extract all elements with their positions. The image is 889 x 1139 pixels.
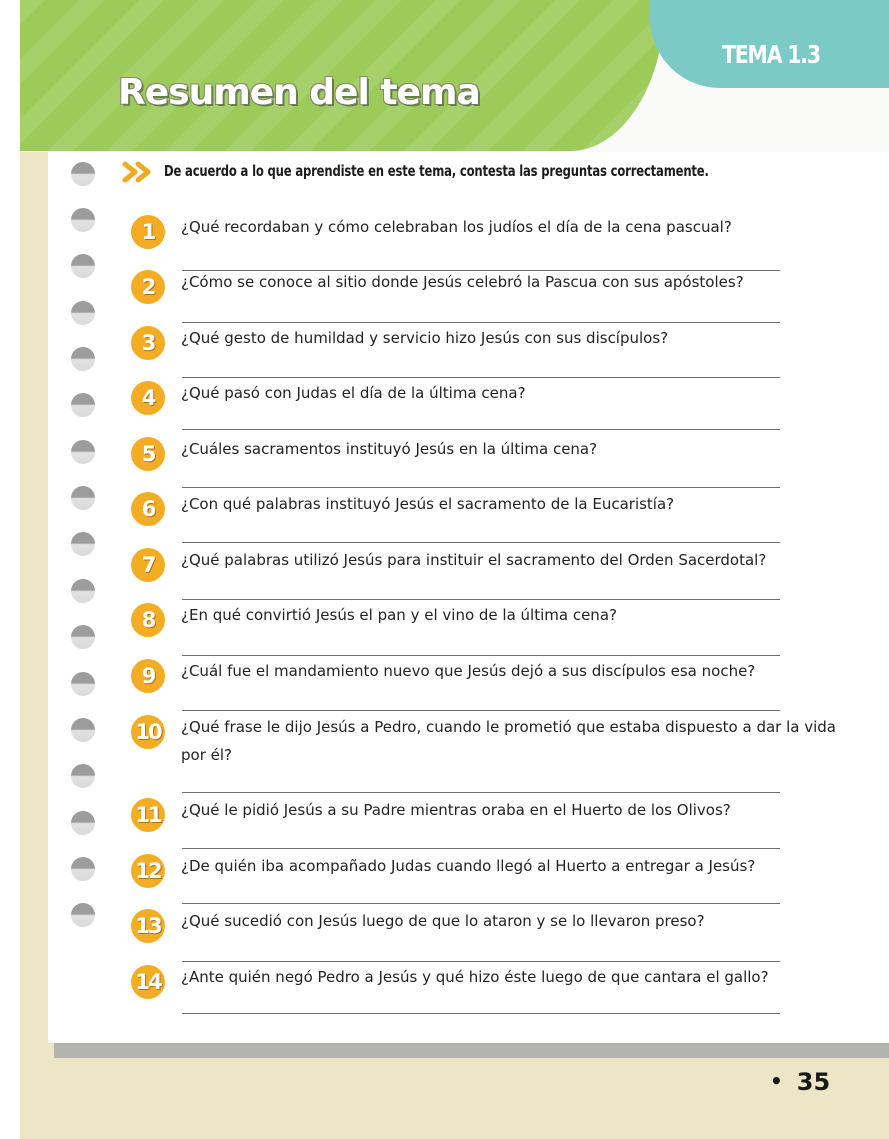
question-text: ¿Qué recordaban y cómo celebraban los judíos el día de la cena pascual? bbox=[181, 218, 732, 236]
page-shadow bbox=[54, 1043, 889, 1058]
question-number-badge: 9 bbox=[131, 659, 165, 693]
answer-line[interactable] bbox=[182, 1013, 780, 1014]
answer-line[interactable] bbox=[182, 961, 780, 962]
answer-line[interactable] bbox=[182, 903, 780, 904]
section-title: Resumen del tema bbox=[118, 72, 480, 113]
question-number-badge: 10 bbox=[131, 715, 165, 749]
question-text: ¿Qué sucedió con Jesús luego de que lo ataron y se lo llevaron preso? bbox=[181, 912, 705, 930]
binder-hole bbox=[71, 532, 95, 556]
topic-tag: TEMA 1.3 bbox=[722, 40, 820, 69]
question-number-badge: 8 bbox=[131, 603, 165, 637]
page-number bbox=[770, 1068, 830, 1096]
question-number-badge: 11 bbox=[131, 798, 165, 832]
question-number-badge: 14 bbox=[131, 965, 165, 999]
binder-hole bbox=[71, 254, 95, 278]
question-text: ¿Cómo se conoce al sitio donde Jesús celebró la Pascua con sus apóstoles? bbox=[181, 273, 744, 291]
question-text: ¿Qué gesto de humildad y servicio hizo Jesús con sus discípulos? bbox=[181, 329, 669, 347]
question-text: ¿Ante quién negó Pedro a Jesús y qué hizo éste luego de que cantara el gallo? bbox=[181, 968, 769, 986]
double-chevron-right-icon bbox=[122, 161, 156, 183]
binder-hole bbox=[71, 857, 95, 881]
answer-line[interactable] bbox=[182, 377, 780, 378]
binder-hole bbox=[71, 903, 95, 927]
answer-line[interactable] bbox=[182, 322, 780, 323]
question-text: ¿Qué pasó con Judas el día de la última cena? bbox=[181, 384, 526, 402]
question-text: ¿De quién iba acompañado Judas cuando llegó al Huerto a entregar a Jesús? bbox=[181, 857, 756, 875]
question-text: ¿Qué frase le dijo Jesús a Pedro, cuando le prometió que estaba dispuesto a dar la vida por él? bbox=[181, 718, 836, 764]
question-text: ¿Cuál fue el mandamiento nuevo que Jesús dejó a sus discípulos esa noche? bbox=[181, 662, 756, 680]
binder-hole bbox=[71, 440, 95, 464]
binder-hole bbox=[71, 764, 95, 788]
left-margin-strip bbox=[0, 0, 20, 1139]
question-number-badge: 1 bbox=[131, 215, 165, 249]
binder-hole bbox=[71, 301, 95, 325]
binder-hole bbox=[71, 208, 95, 232]
answer-line[interactable] bbox=[182, 599, 780, 600]
question-text: ¿Qué palabras utilizó Jesús para instituir el sacramento del Orden Sacerdotal? bbox=[181, 551, 767, 569]
question-number-badge: 2 bbox=[131, 270, 165, 304]
question-number-badge: 3 bbox=[131, 326, 165, 360]
question-number-badge: 7 bbox=[131, 548, 165, 582]
binder-hole bbox=[71, 625, 95, 649]
question-text: ¿En qué convirtió Jesús el pan y el vino de la última cena? bbox=[181, 606, 617, 624]
answer-line[interactable] bbox=[182, 429, 780, 430]
page-number-value: 35 bbox=[796, 1068, 831, 1096]
question-number-badge: 12 bbox=[131, 854, 165, 888]
binder-hole bbox=[71, 811, 95, 835]
answer-line[interactable] bbox=[182, 655, 780, 656]
worksheet-page bbox=[48, 0, 889, 1043]
binder-hole bbox=[71, 347, 95, 371]
question-number-badge: 13 bbox=[131, 909, 165, 943]
binder-hole bbox=[71, 672, 95, 696]
answer-line[interactable] bbox=[182, 848, 780, 849]
answer-line[interactable] bbox=[182, 792, 780, 793]
instruction-text: De acuerdo a lo que aprendiste en este tema, contesta las preguntas correctamente. bbox=[164, 162, 709, 180]
answer-line[interactable] bbox=[182, 710, 780, 711]
question-text: ¿Con qué palabras instituyó Jesús el sacramento de la Eucaristía? bbox=[181, 495, 675, 513]
question-text: ¿Cuáles sacramentos instituyó Jesús en la última cena? bbox=[181, 440, 598, 458]
binder-hole bbox=[71, 486, 95, 510]
question-text: ¿Qué le pidió Jesús a su Padre mientras oraba en el Huerto de los Olivos? bbox=[181, 801, 731, 819]
binder-hole bbox=[71, 162, 95, 186]
binder-hole bbox=[71, 579, 95, 603]
question-number-badge: 4 bbox=[131, 381, 165, 415]
answer-line[interactable] bbox=[182, 542, 780, 543]
binder-hole bbox=[71, 718, 95, 742]
answer-line[interactable] bbox=[182, 487, 780, 488]
bullet-icon: • bbox=[770, 1069, 783, 1093]
question-number-badge: 6 bbox=[131, 492, 165, 526]
binder-hole bbox=[71, 393, 95, 417]
question-number-badge: 5 bbox=[131, 437, 165, 471]
